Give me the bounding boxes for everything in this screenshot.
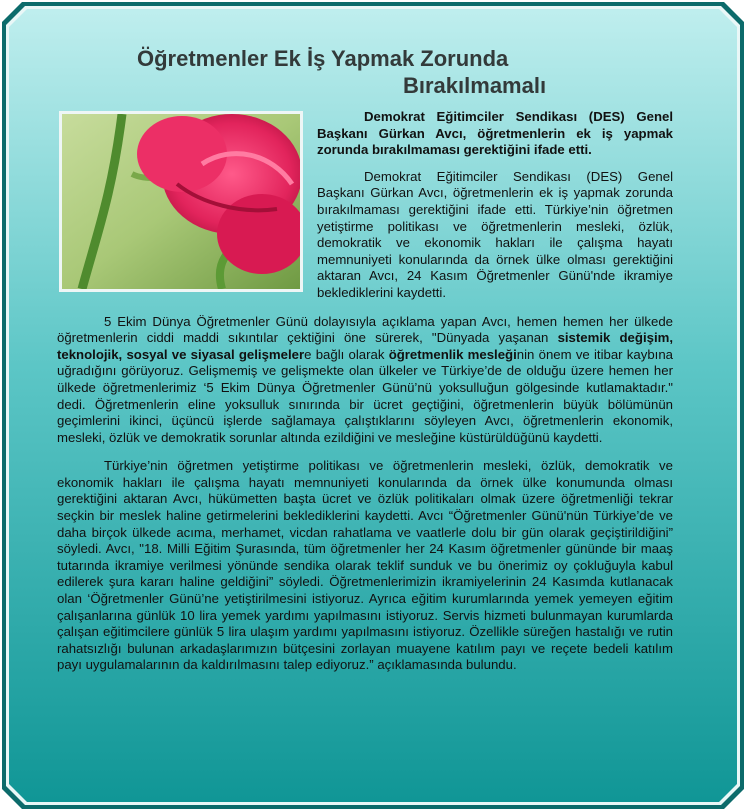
title-line-2: Bırakılmamalı (403, 73, 547, 98)
paragraph-2 (57, 314, 673, 447)
paragraph-2-part-e: nin önem ve itibar kaybına uğradığını görüyoruz. Gelişmemiş ve gelişmekte olan ülkeler ve Türkiye’de de olduğu üzere hemen her ülkede öğretmenlerimiz ‘5 Ekim Dünya Öğretmenler Günü’nü yoksulluğun gölgesinde kutlamaktadır." dedi. Öğretmenlerin eline yoksulluk sınırında bir ücret geçtiğini, öğretmenlerin büyük bölümünün geçimlerini ikinci, üçüncü işlerde sağlamaya çalıştıklarını söyleyen Avcı, öğretmenlerin ekonomik, mesleki, özlük ve demokratik sorunlar altında ezildiğini ve mesleğine küstürüldüğünü kaydetti. (57, 346, 673, 445)
paragraph-2-bold-2: öğretmenlik mesleği (388, 346, 517, 362)
paragraph-2-part-a: 5 Ekim Dünya Öğretmenler Günü dolayısıyla açıklama yapan Avcı, hemen hemen her ülkede öğretmenlerin ciddi maddi sıkıntılar çektiğini öne sürerek, "Dünyada yaşanan (57, 313, 673, 346)
paragraph-1: Demokrat Eğitimciler Sendikası (DES) Genel Başkanı Gürkan Avcı, öğretmenlerin ek iş yapmak zorunda bırakılmaması gerektiğini ifade etti. Türkiye’nin öğretmen yetiştirme politikası ve öğretmenlerin mesleki, özlük, demokratik ve ekonomik hakları ile çalışma hayatı memnuniyeti konularında da örnek ülke olması gerektiğini aktaran Avcı, 24 Kasım Öğretmenler Günü'nde ikramiye beklediklerini kaydetti. (317, 168, 673, 300)
article-title (57, 45, 673, 99)
rose-photo-icon (62, 114, 300, 289)
article-lead: Demokrat Eğitimciler Sendikası (DES) Genel Başkanı Gürkan Avcı, öğretmenlerin ek iş yapmak zorunda bırakılmaması gerektiğini ifade etti. (317, 109, 673, 158)
title-line-1: Öğretmenler Ek İş Yapmak Zorunda (137, 46, 509, 71)
paragraph-2-part-c: e bağlı olarak (304, 346, 389, 362)
paragraph-3: Türkiye’nin öğretmen yetiştirme politikası ve öğretmenlerin mesleki, özlük, demokratik ve ekonomik hakları ile çalışma hayatı memnuniyeti konularında da örnek ülke konumunda olması gerektiğini aktaran Avcı, hükümetten başta ücret ve özlük politikaları olmak üzere öğretmenliği tekrar seçkin bir meslek haline getirmelerini beklediklerini kaydetti. Avcı “Öğretmenler Günü'nün Türkiye’de ve daha birçok ülkede acıma, merhamet, vicdan rahatlama ve vaatlerle dolu bir gün olarak geçiştirildiğini” söyledi. Avcı, "18. Milli Eğitim Şurasında, tüm öğretmenler her 24 Kasım öğretmenler gününde bir maaş tutarında ikramiye verilmesi yönünde sendika olarak teklif sunduk ve bu önerimiz oy çokluğuyla kabul edilerek şura kararı haline geldiğini” söyledi. Öğretmenlerimizin ikramiyelerinin 24 Kasımda kutlanacak olan ‘Öğretmenler Günü’ne yetiştirilmesini istiyoruz. Ayrıca eğitim kurumlarında yemek yemeyen eğitim çalışanlarına günlük 10 lira yemek yardımı yapılmasını istiyoruz. Servis hizmeti bulunmayan kurumlarda çalışan eğitimcilere günlük 5 lira ulaşım yardımı yapılmasını istiyoruz. Özellikle süreğen hastalığı ve rutin rahatsızlığı bulunan arkadaşlarımızın bütçesini zorlayan muayene katılım payı ve reçete bedeli katılım payı uygulamalarının da kaldırılmasını talep ediyoruz.” açıklamasında bulundu. (57, 458, 673, 673)
paragraph-2-bold-1: sistemik değişim, teknolojik, sosyal ve siyasal gelişmeler (57, 330, 674, 362)
article-content (57, 45, 673, 686)
rose-photo (59, 111, 303, 292)
article-body (57, 109, 673, 674)
